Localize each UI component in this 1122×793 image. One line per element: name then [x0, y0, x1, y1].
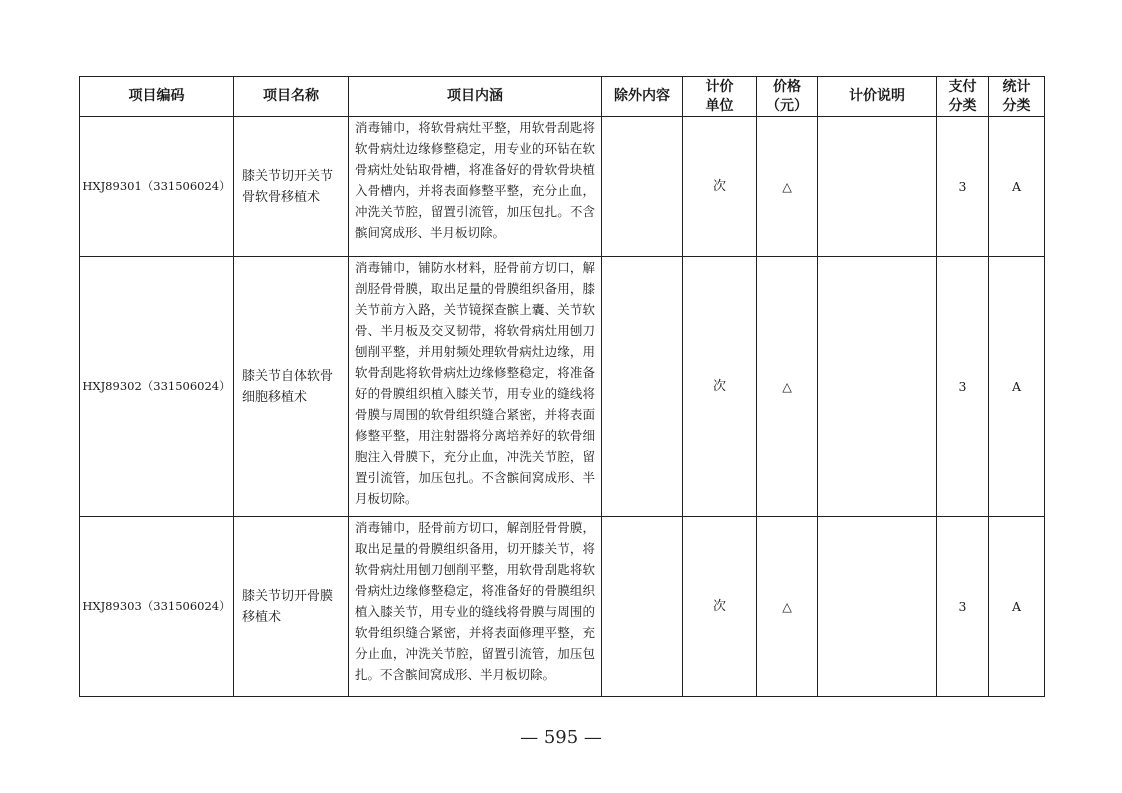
row-name: 膝关节自体软骨细胞移植术 [234, 257, 349, 517]
header-payment [937, 77, 989, 117]
row-exclusions [602, 517, 683, 697]
row-content: 消毒铺巾，将软骨病灶平整，用软骨刮匙将软骨病灶边缘修整稳定，用专业的环钻在软骨病灶处钻取骨槽，将准备好的骨软骨块植入骨槽内，并将表面修整平整，充分止血，冲洗关节腔，留置引流管，加压包扎。不含髌间窝成形、半月板切除。 [349, 117, 602, 257]
row-content: 消毒铺巾，铺防水材料，胫骨前方切口，解剖胫骨骨膜，取出足量的骨膜组织备用，膝关节前方入路，关节镜探查髌上囊、关节软骨、半月板及交叉韧带，将软骨病灶用刨刀刨削平整，并用射频处理软骨病灶边缘，用软骨刮匙将软骨病灶边缘修整稳定，将准备好的骨膜组织植入膝关节，用专业的缝线将骨膜与周围的软骨组织缝合紧密，并将表面修整平整，用注射器将分离培养好的软骨细胞注入骨膜下，充分止血，冲洗关节腔，留置引流管，加压包扎。不含髌间窝成形、半月板切除。 [349, 257, 602, 517]
row-unit: 次 [683, 257, 757, 517]
table-row [80, 517, 1045, 697]
header-code: 项目编码 [80, 77, 234, 117]
row-price: △ [757, 117, 818, 257]
header-name: 项目名称 [234, 77, 349, 117]
table-row [80, 257, 1045, 517]
row-stats: A [989, 517, 1045, 697]
header-notes: 计价说明 [818, 77, 937, 117]
row-exclusions [602, 117, 683, 257]
row-content: 消毒铺巾，胫骨前方切口，解剖胫骨骨膜，取出足量的骨膜组织备用，切开膝关节，将软骨病灶用刨刀刨削平整，用软骨刮匙将软骨病灶边缘修整稳定，将准备好的骨膜组织植入膝关节，用专业的缝线将骨膜与周围的软骨组织缝合紧密，并将表面修理平整，充分止血，冲洗关节腔，留置引流管，加压包扎。不含髌间窝成形、半月板切除。 [349, 517, 602, 697]
page-number: — 595 — [520, 727, 602, 748]
row-exclusions [602, 257, 683, 517]
header-price-line2: （元） [766, 97, 808, 114]
row-stats: A [989, 117, 1045, 257]
header-unit-line2: 单位 [705, 97, 734, 114]
row-notes [818, 117, 937, 257]
header-content: 项目内涵 [349, 77, 602, 117]
header-unit-line1: 计价 [705, 78, 734, 95]
header-exclusions: 除外内容 [602, 77, 683, 117]
row-price: △ [757, 257, 818, 517]
header-price [757, 77, 818, 117]
row-price: △ [757, 517, 818, 697]
row-payment: 3 [937, 117, 989, 257]
header-stats-line1: 统计 [1002, 78, 1031, 95]
header-stats [989, 77, 1045, 117]
row-code: HXJ89302（331506024） [80, 257, 234, 517]
row-name: 膝关节切开关节骨软骨移植术 [234, 117, 349, 257]
row-code: HXJ89301（331506024） [80, 117, 234, 257]
row-unit: 次 [683, 517, 757, 697]
table-row [80, 117, 1045, 257]
row-code: HXJ89303（331506024） [80, 517, 234, 697]
header-payment-line2: 分类 [948, 97, 977, 114]
row-name: 膝关节切开骨膜移植术 [234, 517, 349, 697]
row-payment: 3 [937, 517, 989, 697]
header-stats-line2: 分类 [1002, 97, 1031, 114]
row-stats: A [989, 257, 1045, 517]
header-unit [683, 77, 757, 117]
row-payment: 3 [937, 257, 989, 517]
row-notes [818, 257, 937, 517]
header-price-line1: 价格 [773, 78, 801, 95]
row-notes [818, 517, 937, 697]
header-payment-line1: 支付 [948, 78, 977, 95]
pricing-table [79, 76, 1045, 697]
row-unit: 次 [683, 117, 757, 257]
header-row [80, 77, 1045, 117]
